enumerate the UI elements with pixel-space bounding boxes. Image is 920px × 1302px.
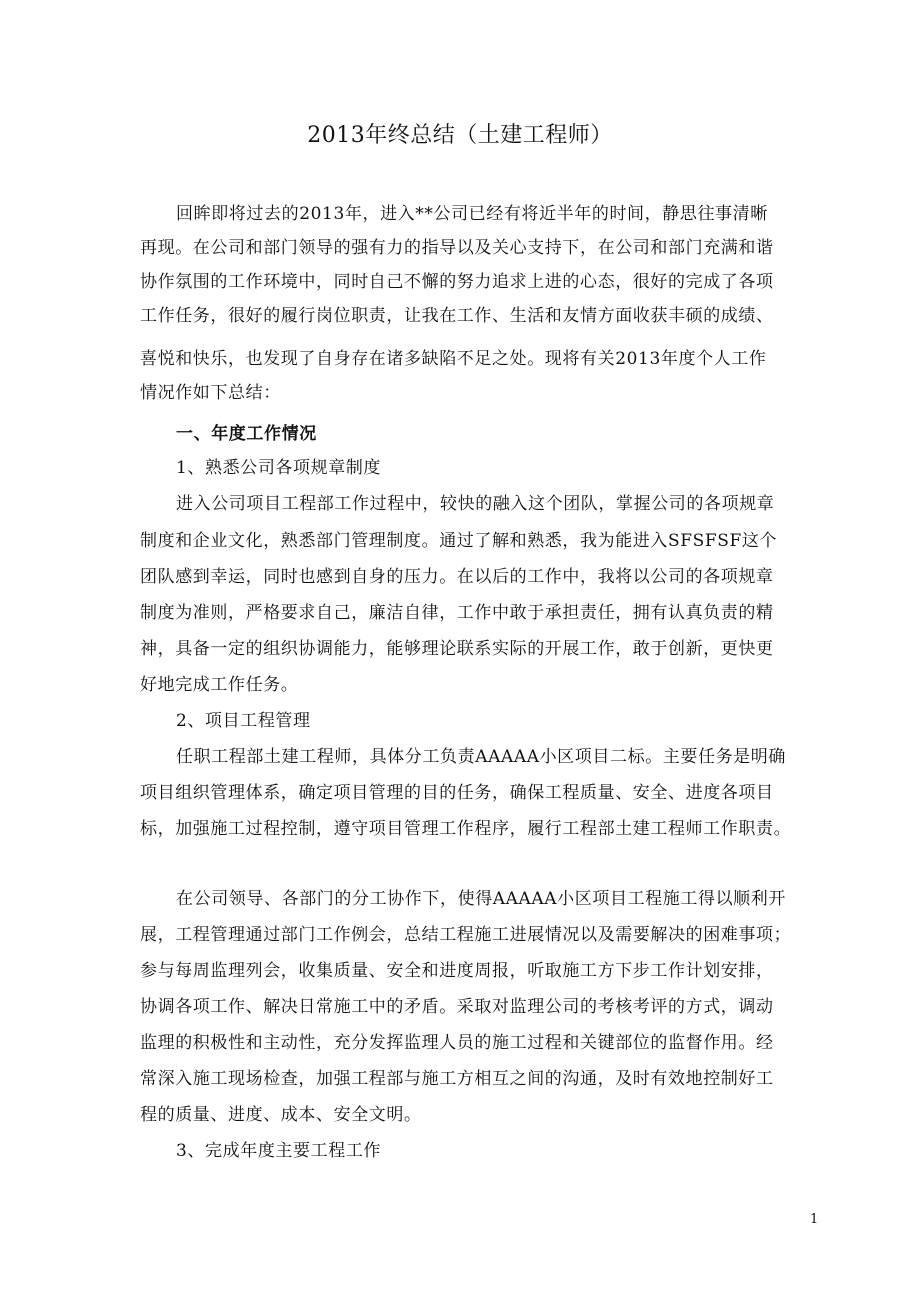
paragraph-line: 好地完成工作任务。 [140, 675, 299, 695]
paragraph-line: 常深入施工现场检查，加强工程部与施工方相互之间的沟通，及时有效地控制好工 [140, 1069, 774, 1089]
section-heading: 一、年度工作情况 [176, 424, 317, 444]
paragraph-line: 项目组织管理体系，确定项目管理的目的任务，确保工程质量、安全、进度各项目 [140, 783, 774, 803]
paragraph-line: 再现。在公司和部门领导的强有力的指导以及关心支持下，在公司和部门充满和谐 [140, 238, 774, 258]
paragraph-line: 在公司领导、各部门的分工协作下，使得AAAAA小区项目工程施工得以顺利开 [176, 889, 786, 909]
paragraph-line: 协调各项工作、解决日常施工中的矛盾。采取对监理公司的考核考评的方式，调动 [140, 997, 774, 1017]
subsection-heading: 2、项目工程管理 [176, 711, 311, 731]
paragraph-line: 展，工程管理通过部门工作例会，总结工程施工进展情况以及需要解决的困难事项； [140, 925, 792, 945]
paragraph-line: 神，具备一定的组织协调能力，能够理论联系实际的开展工作，敢于创新，更快更 [140, 639, 774, 659]
subsection-heading: 3、完成年度主要工程工作 [176, 1141, 382, 1161]
paragraph-line: 协作氛围的工作环境中，同时自己不懈的努力追求上进的心态，很好的完成了各项 [140, 272, 774, 292]
paragraph-line: 参与每周监理列会，收集质量、安全和进度周报，听取施工方下步工作计划安排， [140, 961, 774, 981]
paragraph-line: 情况作如下总结： [140, 383, 281, 403]
paragraph-line: 程的质量、进度、成本、安全文明。 [140, 1105, 422, 1125]
paragraph-line: 制度和企业文化，熟悉部门管理制度。通过了解和熟悉，我为能进入SFSFSF这个 [140, 531, 778, 551]
paragraph-line: 工作任务，很好的履行岗位职责，让我在工作、生活和友情方面收获丰硕的成绩、 [140, 306, 774, 326]
paragraph-line: 进入公司项目工程部工作过程中，较快的融入这个团队，掌握公司的各项规章 [176, 494, 775, 514]
paragraph-line: 监理的积极性和主动性，充分发挥监理人员的施工过程和关键部位的监督作用。经 [140, 1033, 774, 1053]
paragraph-line: 回眸即将过去的2013年，进入**公司已经有将近半年的时间，静思往事清晰 [176, 204, 768, 224]
paragraph-line: 团队感到幸运，同时也感到自身的压力。在以后的工作中，我将以公司的各项规章 [140, 567, 774, 587]
paragraph-line: 喜悦和快乐，也发现了自身存在诸多缺陷不足之处。现将有关2013年度个人工作 [140, 349, 767, 369]
page-number: 1 [810, 1212, 819, 1227]
subsection-heading: 1、熟悉公司各项规章制度 [176, 458, 382, 478]
document-title: 2013年终总结（土建工程师） [307, 123, 613, 148]
paragraph-line: 标，加强施工过程控制，遵守项目管理工作程序，履行工程部土建工程师工作职责。 [140, 819, 792, 839]
paragraph-line: 任职工程部土建工程师，具体分工负责AAAAA小区项目二标。主要任务是明确 [176, 747, 786, 767]
paragraph-line: 制度为准则，严格要求自己，廉洁自律，工作中敢于承担责任，拥有认真负责的精 [140, 603, 774, 623]
